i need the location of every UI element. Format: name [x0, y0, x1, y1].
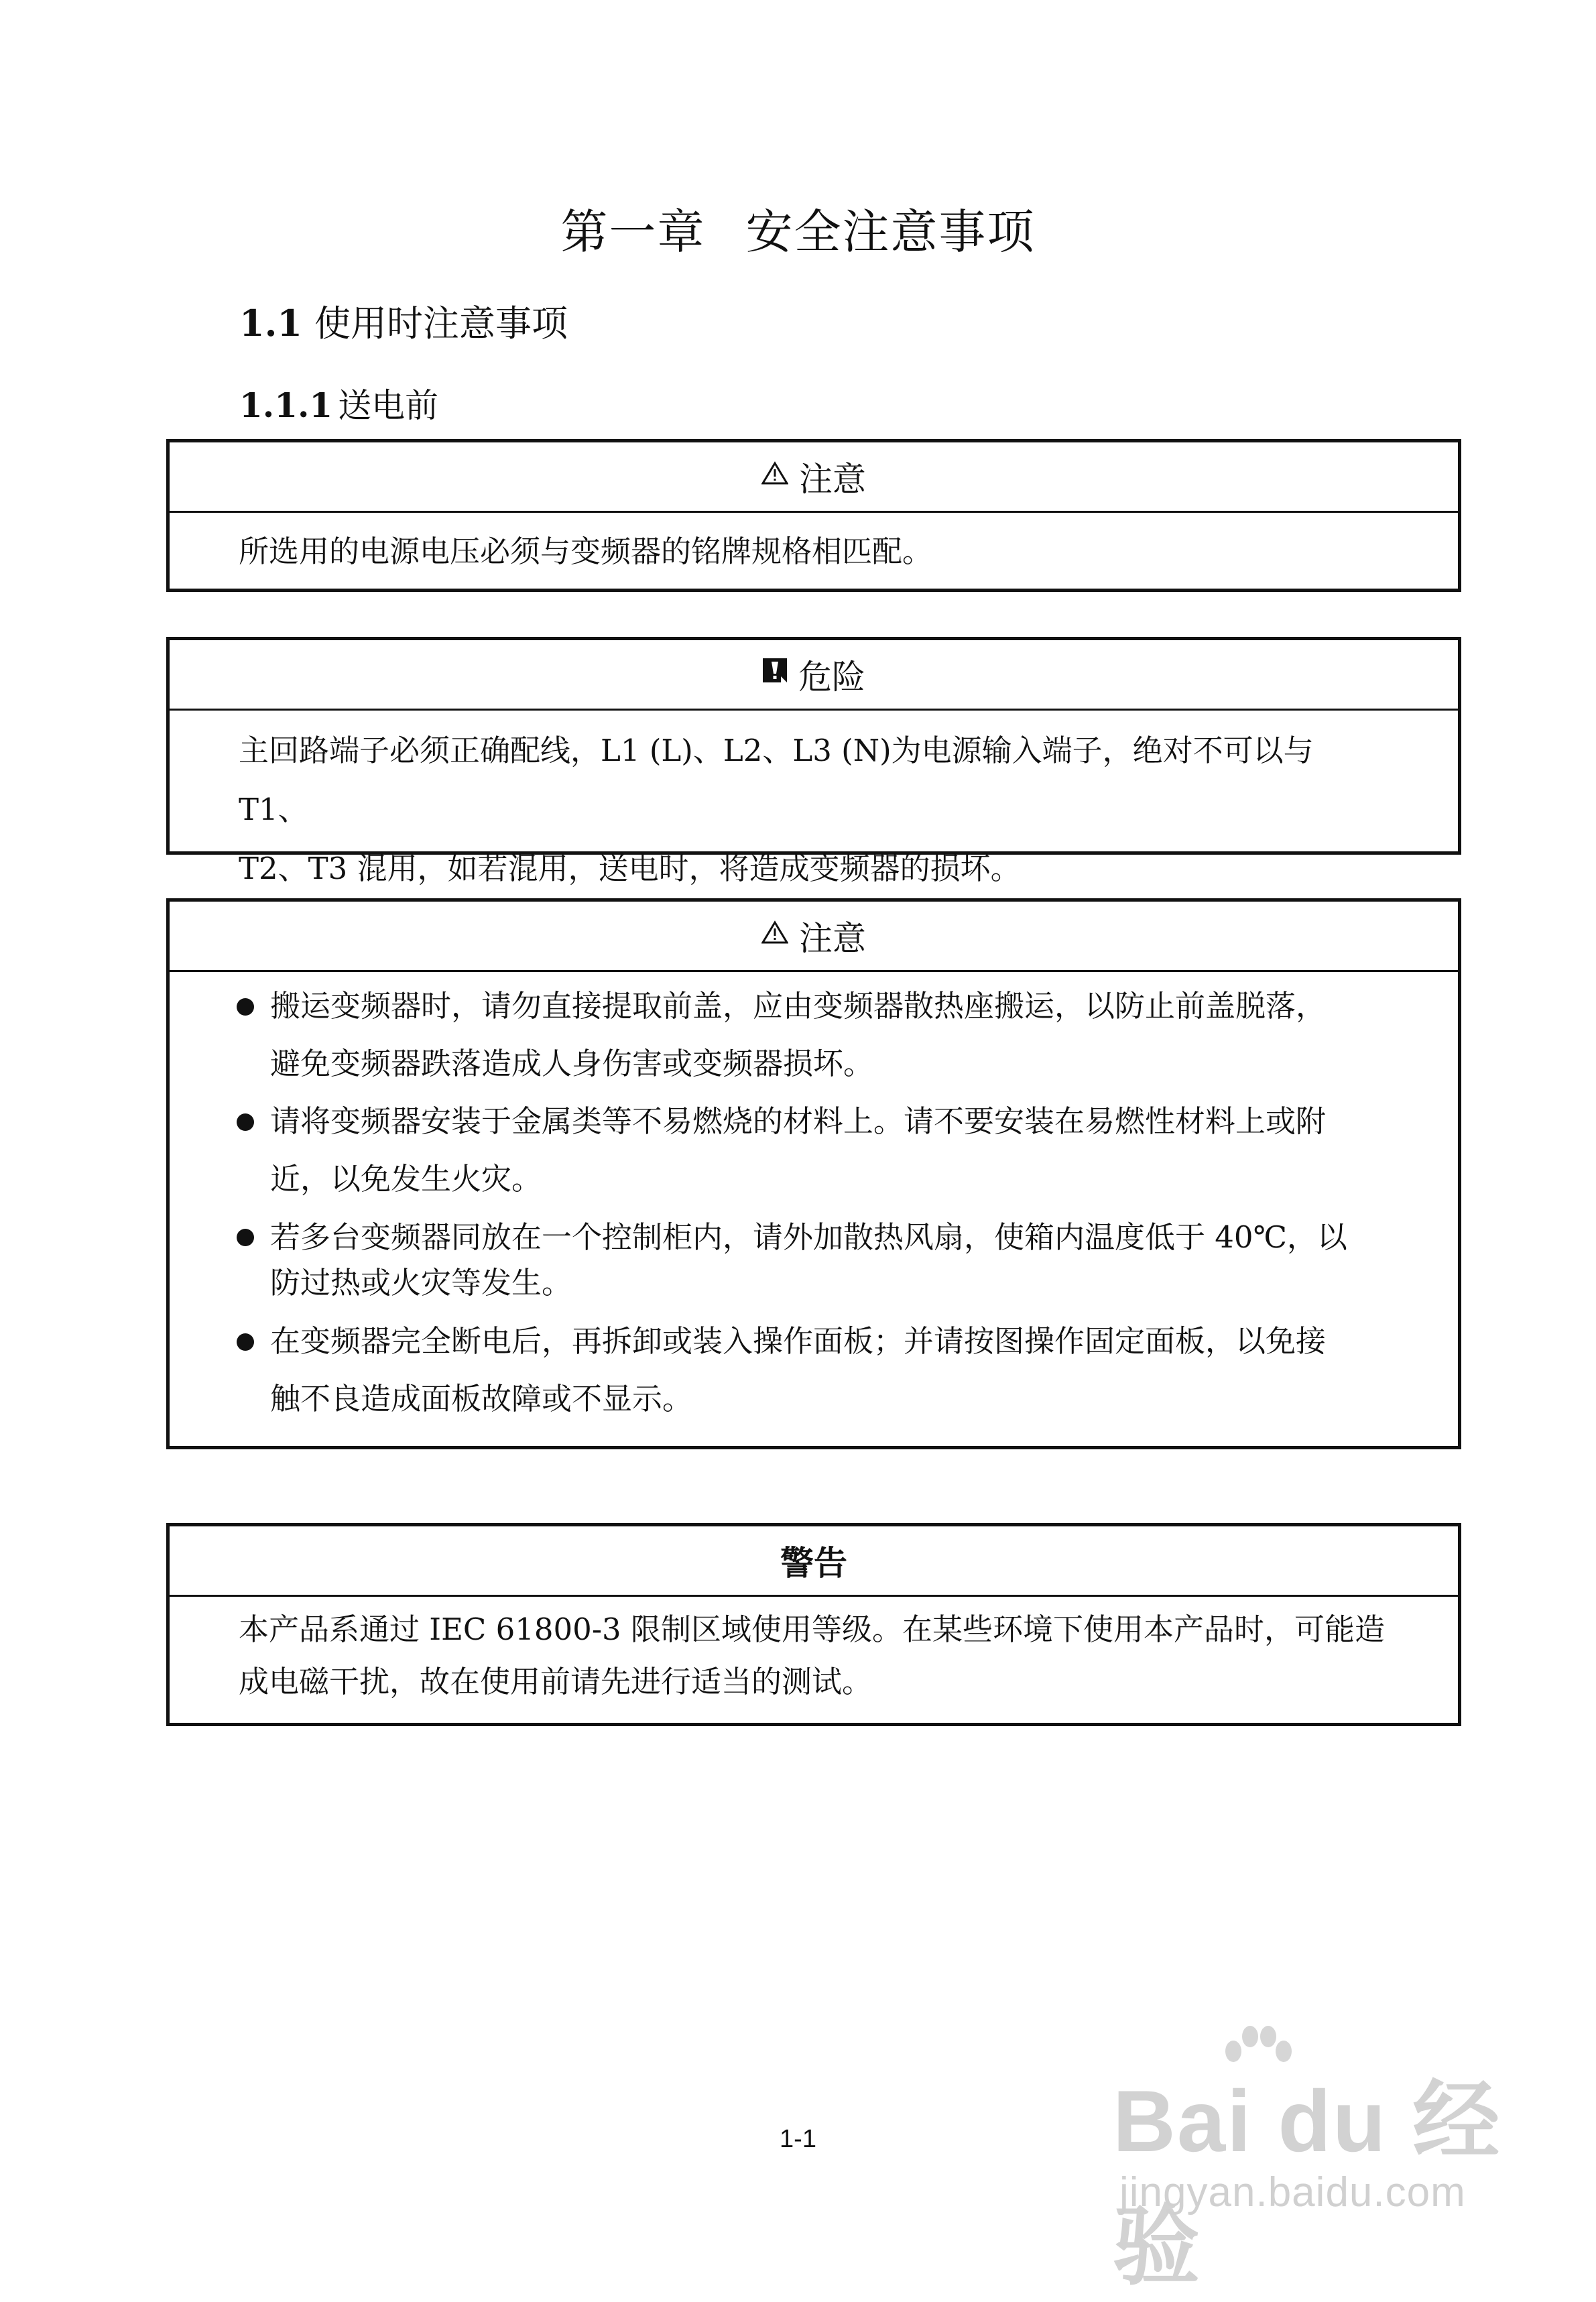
box-header-label: 注意	[799, 460, 866, 499]
list-item-line: 触不良造成面板故障或不显示。	[270, 1381, 693, 1416]
bullet-dot-icon	[237, 998, 254, 1016]
list-item-line: 搬运变频器时，请勿直接提取前盖，应由变频器散热座搬运，以防止前盖脱落，	[270, 988, 1327, 1024]
subsection-number: 1.1.1	[239, 385, 333, 425]
bullet-dot-icon	[237, 1113, 254, 1131]
list-item-line: 防过热或火灾等发生。	[270, 1265, 572, 1300]
box-header	[170, 442, 1458, 513]
warning-box-emc	[166, 1523, 1461, 1726]
box-body	[170, 1597, 1458, 1708]
caution-box-handling	[166, 898, 1461, 1449]
danger-exclamation-icon	[762, 652, 788, 691]
box-line: T2、T3 混用，如若混用，送电时，将造成变频器的损坏。	[239, 851, 1021, 886]
list-item-line: 请将变频器安装于金属类等不易燃烧的材料上。请不要安装在易燃性材料上或附	[270, 1103, 1327, 1139]
section-name: 使用时注意事项	[314, 302, 568, 345]
box-header	[170, 902, 1458, 972]
section-title	[239, 295, 568, 347]
chapter-name: 安全注意事项	[745, 204, 1036, 259]
warning-triangle-icon	[761, 914, 788, 953]
box-line: 主回路端子必须正确配线，L1 (L)、L2、L3 (N)为电源输入端子，绝对不可以与 T1、	[239, 733, 1314, 827]
chapter-title	[0, 194, 1596, 262]
box-header	[170, 640, 1458, 711]
warning-triangle-icon	[761, 455, 788, 493]
watermark	[1113, 2024, 1542, 2295]
watermark-url: jingyan.baidu.com	[1119, 2169, 1466, 2216]
box-body	[170, 711, 1458, 898]
bullet-dot-icon	[237, 1333, 254, 1351]
page-number: 1-1	[780, 2125, 816, 2153]
list-item	[237, 1093, 1391, 1208]
list-item-line: 近，以免发生火灾。	[270, 1161, 542, 1197]
list-item	[237, 1208, 1391, 1313]
subsection-name: 送电前	[338, 386, 439, 425]
caution-box-power-voltage	[166, 439, 1461, 592]
danger-box-wiring	[166, 637, 1461, 886]
box-line: 成电磁干扰，故在使用前请先进行适当的测试。	[239, 1664, 873, 1699]
box-header	[170, 1526, 1458, 1597]
list-item-line: 若多台变频器同放在一个控制柜内，请外加散热风扇，使箱内温度低于 40℃，以	[270, 1219, 1347, 1255]
box-body	[170, 513, 1458, 581]
box-line: 所选用的电源电压必须与变频器的铭牌规格相匹配。	[239, 534, 933, 569]
box-body	[170, 972, 1458, 1428]
list-item-line: 避免变频器跌落造成人身伤害或变频器损坏。	[270, 1046, 874, 1081]
section-number: 1.1	[239, 302, 302, 345]
subsection-title	[239, 379, 438, 427]
box-header-label: 危险	[798, 658, 865, 696]
list-item	[237, 977, 1391, 1093]
box-line: 本产品系通过 IEC 61800-3 限制区域使用等级。在某些环境下使用本产品时，可能造	[239, 1612, 1385, 1647]
watermark-logo: Bai du 经验	[1113, 2072, 1501, 2295]
list-item	[237, 1313, 1391, 1428]
list-item-line: 在变频器完全断电后，再拆卸或装入操作面板；并请按图操作固定面板，以免接	[270, 1323, 1327, 1359]
chapter-number: 第一章	[560, 204, 706, 259]
bullet-dot-icon	[237, 1229, 254, 1246]
box-header-label: 警告	[780, 1543, 847, 1583]
box-header-label: 注意	[799, 919, 866, 958]
